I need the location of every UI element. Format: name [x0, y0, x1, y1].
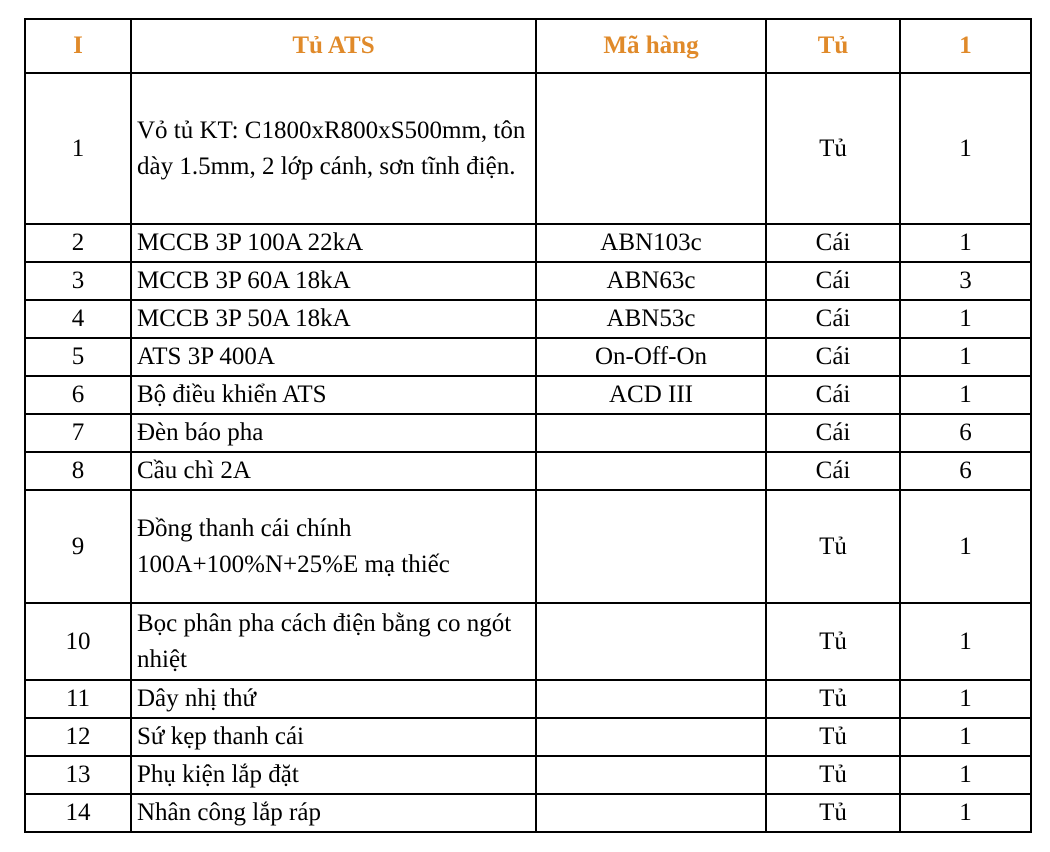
row-qty: 1: [900, 338, 1031, 376]
row-unit: Cái: [766, 224, 900, 262]
table-row: [25, 338, 1031, 376]
table-row: [25, 490, 1031, 603]
row-index: 13: [25, 756, 131, 794]
row-index: 14: [25, 794, 131, 832]
row-name: ATS 3P 400A: [131, 338, 536, 376]
row-unit: Cái: [766, 338, 900, 376]
row-code: [536, 73, 766, 224]
row-index: 4: [25, 300, 131, 338]
row-code: ABN63c: [536, 262, 766, 300]
table-row: [25, 376, 1031, 414]
row-qty: 6: [900, 452, 1031, 490]
row-qty: 1: [900, 376, 1031, 414]
row-index: 9: [25, 490, 131, 603]
row-unit: Tủ: [766, 73, 900, 224]
row-qty: 1: [900, 73, 1031, 224]
table-row: [25, 73, 1031, 224]
row-index: 11: [25, 680, 131, 718]
row-index: 1: [25, 73, 131, 224]
row-code: [536, 414, 766, 452]
table-row: [25, 300, 1031, 338]
row-qty: 1: [900, 756, 1031, 794]
row-code: [536, 794, 766, 832]
row-code: [536, 603, 766, 680]
row-index: 10: [25, 603, 131, 680]
row-qty: 6: [900, 414, 1031, 452]
row-index: 2: [25, 224, 131, 262]
table-row: [25, 262, 1031, 300]
row-name: Đồng thanh cái chính 100A+100%N+25%E mạ thiếc: [131, 490, 536, 603]
row-unit: Cái: [766, 414, 900, 452]
header-unit: Tủ: [766, 19, 900, 73]
table-row: [25, 414, 1031, 452]
row-index: 7: [25, 414, 131, 452]
row-name: MCCB 3P 60A 18kA: [131, 262, 536, 300]
row-unit: Tủ: [766, 794, 900, 832]
row-code: [536, 756, 766, 794]
table-row: [25, 794, 1031, 832]
row-code: [536, 680, 766, 718]
row-index: 3: [25, 262, 131, 300]
row-code: [536, 490, 766, 603]
row-name: Dây nhị thứ: [131, 680, 536, 718]
row-code: On-Off-On: [536, 338, 766, 376]
row-name: Đèn báo pha: [131, 414, 536, 452]
row-index: 5: [25, 338, 131, 376]
table-row: [25, 718, 1031, 756]
row-qty: 1: [900, 680, 1031, 718]
row-unit: Cái: [766, 262, 900, 300]
table-row: [25, 452, 1031, 490]
row-code: [536, 718, 766, 756]
row-qty: 1: [900, 300, 1031, 338]
table-row: [25, 756, 1031, 794]
row-code: ACD III: [536, 376, 766, 414]
table-row: [25, 680, 1031, 718]
row-unit: Tủ: [766, 680, 900, 718]
row-name: MCCB 3P 100A 22kA: [131, 224, 536, 262]
row-index: 8: [25, 452, 131, 490]
row-qty: 1: [900, 224, 1031, 262]
row-name: Sứ kẹp thanh cái: [131, 718, 536, 756]
row-code: ABN103c: [536, 224, 766, 262]
header-index: I: [25, 19, 131, 73]
header-qty: 1: [900, 19, 1031, 73]
row-code: [536, 452, 766, 490]
row-name: Phụ kiện lắp đặt: [131, 756, 536, 794]
row-name: Cầu chì 2A: [131, 452, 536, 490]
row-code: ABN53c: [536, 300, 766, 338]
row-unit: Tủ: [766, 603, 900, 680]
row-unit: Tủ: [766, 718, 900, 756]
row-unit: Cái: [766, 300, 900, 338]
row-name: Bọc phân pha cách điện bằng co ngót nhiệt: [131, 603, 536, 680]
row-unit: Cái: [766, 376, 900, 414]
row-index: 12: [25, 718, 131, 756]
row-name: Bộ điều khiển ATS: [131, 376, 536, 414]
row-unit: Cái: [766, 452, 900, 490]
row-name: MCCB 3P 50A 18kA: [131, 300, 536, 338]
row-unit: Tủ: [766, 490, 900, 603]
header-code: Mã hàng: [536, 19, 766, 73]
row-qty: 1: [900, 603, 1031, 680]
row-name: Nhân công lắp ráp: [131, 794, 536, 832]
table-row: [25, 224, 1031, 262]
row-unit: Tủ: [766, 756, 900, 794]
row-qty: 1: [900, 490, 1031, 603]
row-qty: 3: [900, 262, 1031, 300]
row-index: 6: [25, 376, 131, 414]
row-name: Vỏ tủ KT: C1800xR800xS500mm, tôn dày 1.5mm, 2 lớp cánh, sơn tĩnh điện.: [131, 73, 536, 224]
header-row: [25, 19, 1031, 73]
table-row: [25, 603, 1031, 680]
row-qty: 1: [900, 718, 1031, 756]
equipment-table: [24, 18, 1032, 833]
header-name: Tủ ATS: [131, 19, 536, 73]
row-qty: 1: [900, 794, 1031, 832]
